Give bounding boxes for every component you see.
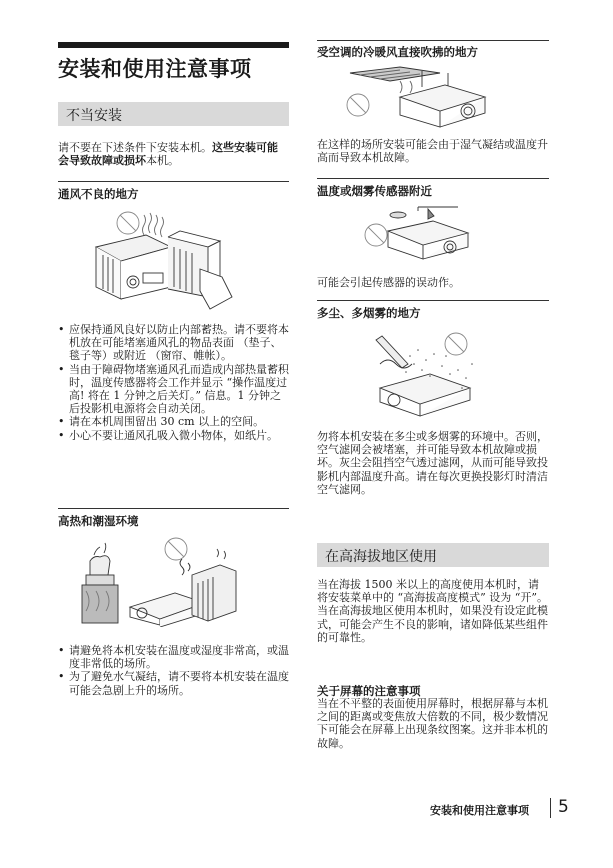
humidity-illustration xyxy=(72,535,242,627)
list-item: • 为了避免水气凝结，请不要将本机安装在温度可能会急剧上升的场所。 xyxy=(58,670,290,696)
dust-illustration xyxy=(360,326,480,421)
screen-text: 当在不平整的表面使用屏幕时，根据屏幕与本机之间的距离或变焦放大倍数的不同，极少数情况下可能会在屏幕上出现条纹图案。这并非本机的故障。 xyxy=(317,697,548,750)
humidity-rule xyxy=(58,508,289,509)
humidity-bullets xyxy=(58,644,290,697)
footer-divider xyxy=(550,798,551,818)
intro-text-bold: 这些安装可能会导致故障或损坏 xyxy=(58,141,278,168)
list-item: • 小心不要让通风孔吸入微小物体，如纸片。 xyxy=(58,429,290,442)
page-number: 5 xyxy=(558,797,569,817)
altitude-text: 当在海拔 1500 米以上的高度使用本机时，请将安装菜单中的 “高海拔高度模式” 设为 “开”。当在高海拔地区使用本机时，如果没有设定此模式，可能会产生不良的影响，诸如降低某些组件的可靠性。 xyxy=(317,578,548,644)
list-item: • 请避免将本机安装在温度或湿度非常高，或温度非常低的场所。 xyxy=(58,644,290,670)
dust-rule xyxy=(317,300,549,301)
ventilation-rule xyxy=(58,181,289,182)
aircon-illustration xyxy=(330,63,490,131)
screen-heading: 关于屏幕的注意事项 xyxy=(317,684,421,698)
intro-text-2: 本机。 xyxy=(146,154,179,168)
aircon-text: 在这样的场所安装可能会由于湿气凝结或温度升高而导致本机故障。 xyxy=(317,138,548,165)
ventilation-bullets xyxy=(58,323,290,442)
footer-label: 安装和使用注意事项 xyxy=(430,804,529,817)
sensor-rule xyxy=(317,178,549,179)
section-band-high-altitude xyxy=(317,543,549,567)
title-top-bar xyxy=(58,42,289,48)
list-item: • 应保持通风良好以防止内部蓄热。请不要将本机放在可能堵塞通风孔的物品表面 （垫子、毯子等）或附近 （窗帘、帷帐）。 xyxy=(58,323,290,363)
section-band-improper-installation xyxy=(58,102,289,126)
dust-heading: 多尘、多烟雾的地方 xyxy=(317,306,421,320)
list-item: • 请在本机周围留出 30 cm 以上的空间。 xyxy=(58,415,290,428)
intro-text-1: 请不要在下述条件下安装本机。 xyxy=(58,141,212,154)
sensor-heading: 温度或烟雾传感器附近 xyxy=(317,184,432,198)
dust-text: 勿将本机安装在多尘或多烟雾的环境中。否则，空气滤网会被堵塞，并可能导致本机故障或损坏。灰尘会阻挡空气透过滤网，从而可能导致投影机内部温度升高。请在每次更换投影灯时清洁空气滤网。 xyxy=(317,430,548,496)
humidity-heading: 高热和潮湿环境 xyxy=(58,514,139,528)
aircon-heading: 受空调的冷暖风直接吹拂的地方 xyxy=(317,45,478,59)
intro-paragraph xyxy=(58,141,286,167)
section-title: 不当安装 xyxy=(66,108,122,124)
sensor-illustration xyxy=(358,203,478,265)
ventilation-heading: 通风不良的地方 xyxy=(58,187,139,201)
ventilation-illustration xyxy=(88,207,238,317)
sensor-text: 可能会引起传感器的误动作。 xyxy=(317,276,460,289)
aircon-rule xyxy=(317,40,549,41)
list-item: • 当由于障碍物堵塞通风孔而造成内部热量蓄积时，温度传感器将会工作并显示 “操作温度过高! 将在 1 分钟之后关灯。” 信息。1 分钟之后投影机电源将会自动关闭。 xyxy=(58,363,290,416)
page-title: 安装和使用注意事项 xyxy=(58,57,252,81)
section-title: 在高海拔地区使用 xyxy=(325,549,437,565)
